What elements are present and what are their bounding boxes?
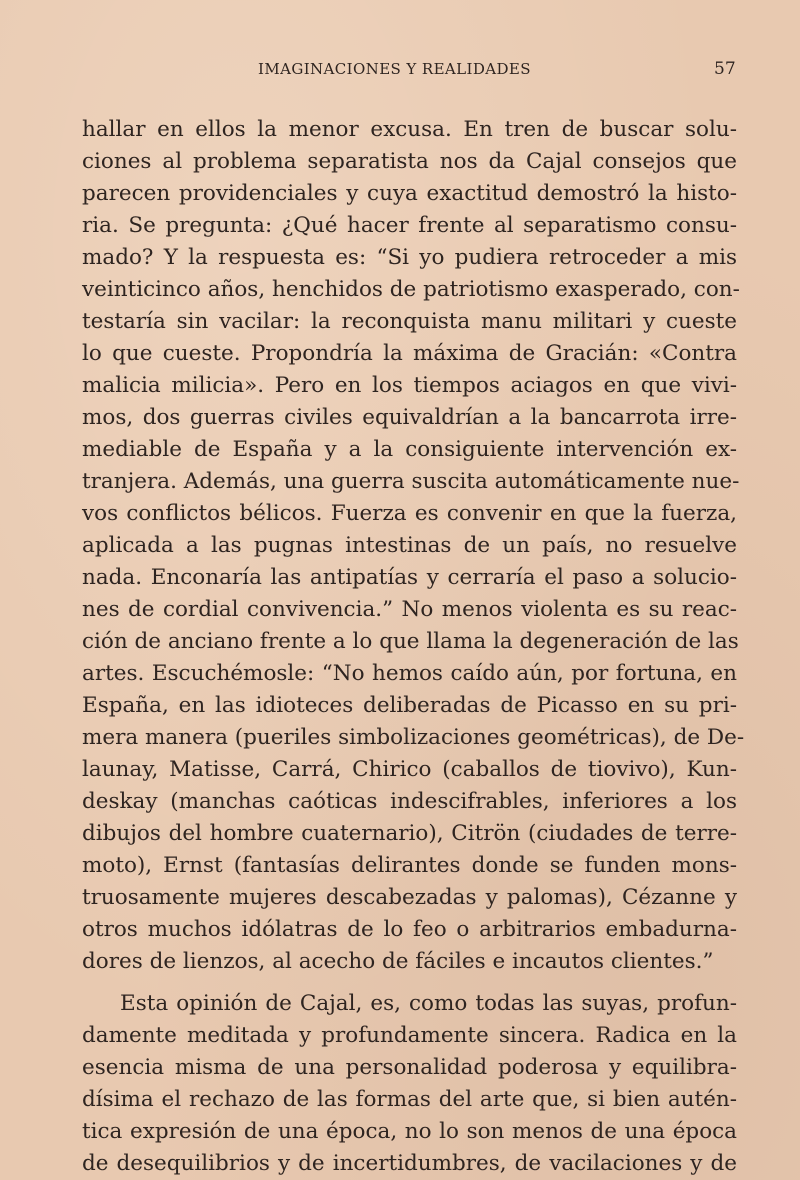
text-line: deskay (manchas caóticas indescifrables, inferiores a los <box>82 789 737 814</box>
running-header <box>0 60 800 82</box>
text-line: mado? Y la respuesta es: “Si yo pudiera retroceder a mis <box>82 245 737 270</box>
running-title: IMAGINACIONES Y REALIDADES <box>258 60 531 78</box>
text-line: nada. Enconaría las antipatías y cerraría el paso a solucio- <box>82 565 737 590</box>
text-line: nes de cordial convivencia.” No menos violenta es su reac- <box>82 597 737 622</box>
text-line: dibujos del hombre cuaternario), Citrön (ciudades de terre- <box>82 821 737 846</box>
text-line: hallar en ellos la menor excusa. En tren de buscar solu- <box>82 117 737 142</box>
text-line: parecen providenciales y cuya exactitud demostró la histo- <box>82 181 737 206</box>
text-line: veinticinco años, henchidos de patriotismo exasperado, con- <box>82 277 740 302</box>
text-line: mediable de España y a la consiguiente intervención ex- <box>82 437 737 462</box>
text-line: damente meditada y profundamente sincera. Radica en la <box>82 1023 737 1048</box>
text-line: lo que cueste. Propondría la máxima de Gracián: «Contra <box>82 341 737 366</box>
text-line: mos, dos guerras civiles equivaldrían a la bancarrota irre- <box>82 405 737 430</box>
text-line: dísima el rechazo de las formas del arte que, si bien autén- <box>82 1087 737 1112</box>
text-line: vos conflictos bélicos. Fuerza es convenir en que la fuerza, <box>82 501 737 526</box>
text-line: testaría sin vacilar: la reconquista manu militari y cueste <box>82 309 737 334</box>
text-line: tranjera. Además, una guerra suscita automáticamente nue- <box>82 469 740 494</box>
text-line: ciones al problema separatista nos da Cajal consejos que <box>82 149 737 174</box>
text-line: dores de lienzos, al acecho de fáciles e incautos clientes.” <box>82 949 714 974</box>
text-line: ción de anciano frente a lo que llama la degeneración de las <box>82 629 739 654</box>
text-line: moto), Ernst (fantasías delirantes donde se funden mons- <box>82 853 737 878</box>
text-line: de desequilibrios y de incertidumbres, de vacilaciones y de <box>82 1151 737 1176</box>
text-line: truosamente mujeres descabezadas y palomas), Cézanne y <box>82 885 737 910</box>
text-line: launay, Matisse, Carrá, Chirico (caballos de tiovivo), Kun- <box>82 757 737 782</box>
text-line: tica expresión de una época, no lo son menos de una época <box>82 1119 737 1144</box>
text-line: aplicada a las pugnas intestinas de un país, no resuelve <box>82 533 737 558</box>
text-line: ria. Se pregunta: ¿Qué hacer frente al separatismo consu- <box>82 213 737 238</box>
page-number: 57 <box>714 59 736 79</box>
text-line: España, en las idioteces deliberadas de Picasso en su pri- <box>82 693 737 718</box>
text-line: otros muchos idólatras de lo feo o arbitrarios embadurna- <box>82 917 737 942</box>
text-line: mera manera (pueriles simbolizaciones geométricas), de De- <box>82 725 745 750</box>
text-line: Esta opinión de Cajal, es, como todas las suyas, profun- <box>120 991 737 1016</box>
text-line: artes. Escuchémosle: “No hemos caído aún, por fortuna, en <box>82 661 737 686</box>
text-line: esencia misma de una personalidad poderosa y equilibra- <box>82 1055 737 1080</box>
text-line: malicia milicia». Pero en los tiempos aciagos en que vivi- <box>82 373 737 398</box>
